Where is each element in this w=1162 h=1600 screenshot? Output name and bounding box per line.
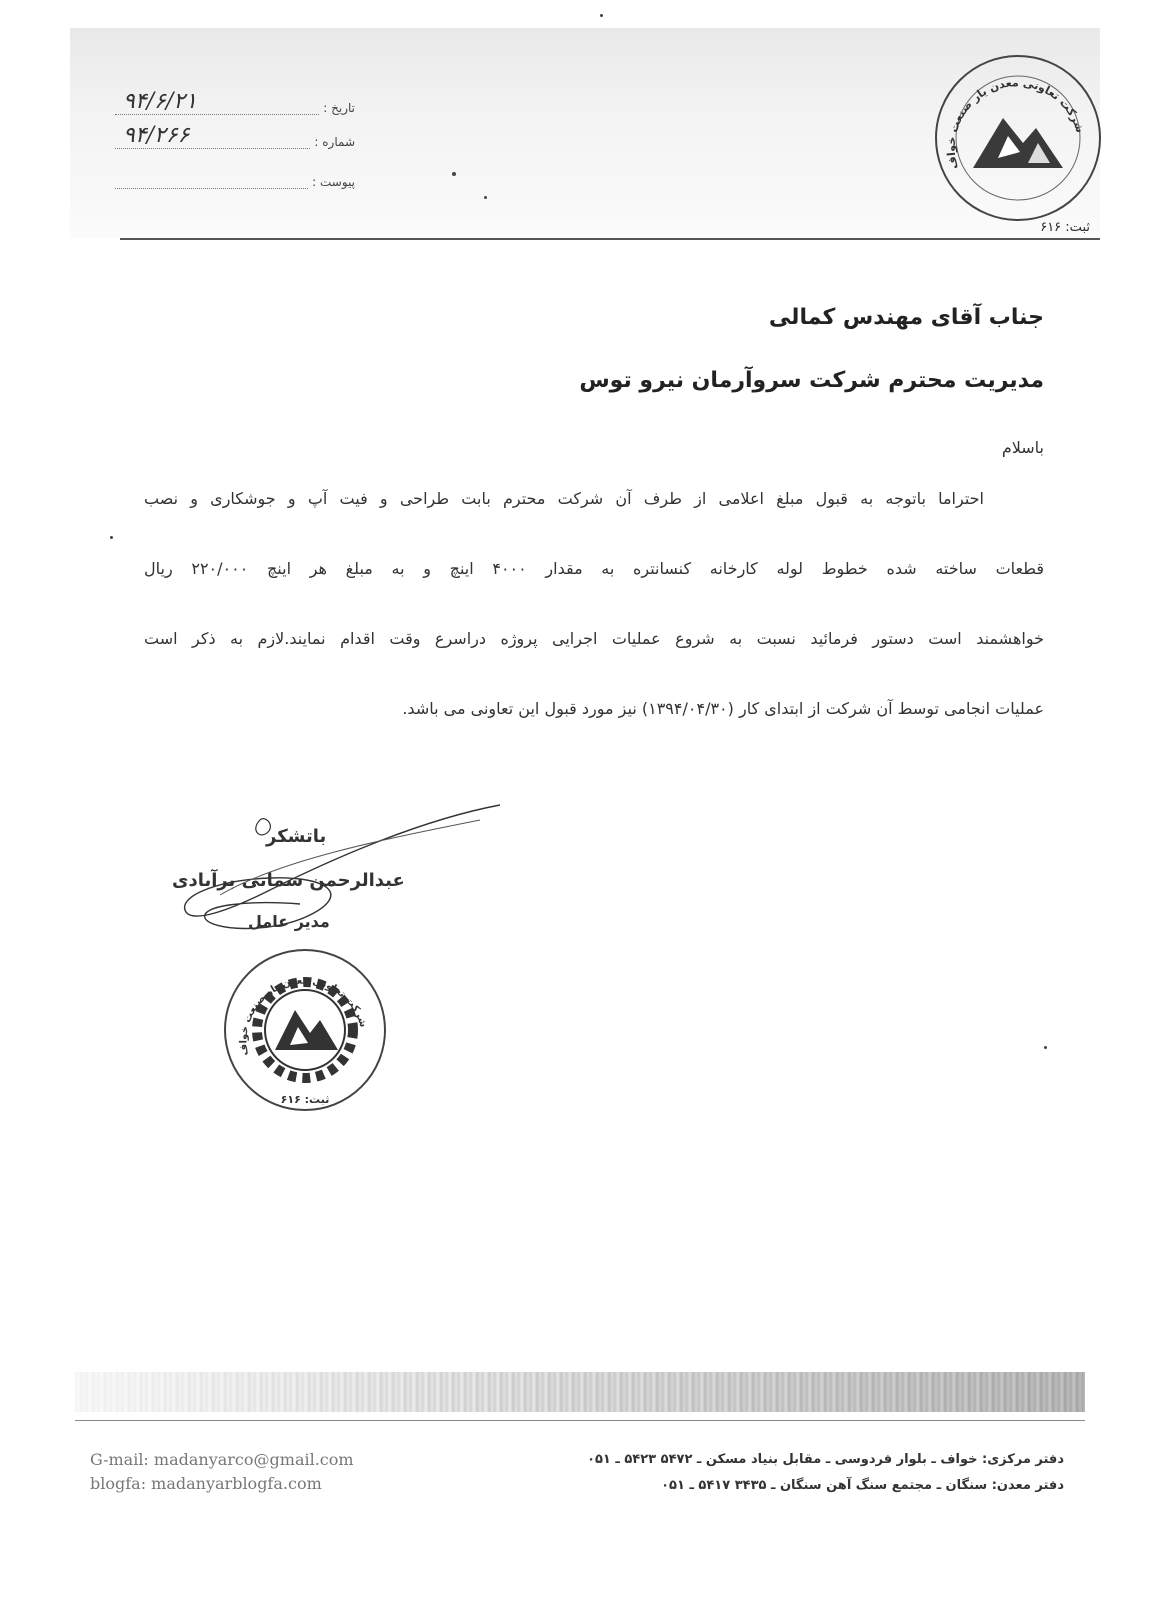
meta-number-label: شماره : — [314, 135, 355, 149]
contact-blog: blogfa: madanyarblogfa.com — [90, 1474, 322, 1493]
meta-number — [115, 123, 355, 149]
handwritten-signature-icon — [160, 800, 520, 950]
letter-body — [144, 488, 1044, 768]
signatory-title: مدیر عامل — [248, 912, 330, 931]
meta-attachment-label: پیوست : — [312, 175, 355, 189]
address-central-office: دفتر مرکزی: خواف ـ بلوار فردوسی ـ مقابل بنیاد مسکن ـ ۵۴۷۲ ۵۴۲۳ ـ ۰۵۱ — [587, 1452, 1064, 1467]
meta-date-value: ۹۴/۶/۲۱ — [123, 89, 197, 114]
body-line: احتراما باتوجه به قبول مبلغ اعلامی از طرف آن شرکت محترم بابت طراحی و فیت آپ و جوشکاری و نصب — [144, 489, 984, 508]
meta-attachment — [115, 170, 355, 189]
greeting: باسلام — [1001, 438, 1044, 457]
body-line: عملیات انجامی توسط آن شرکت از ابتدای کار (۱۳۹۴/۰۴/۳۰) نیز مورد قبول این تعاونی می باشد. — [402, 699, 1044, 718]
company-stamp-icon — [220, 945, 390, 1115]
header-divider — [120, 238, 1100, 240]
body-line: خواهشمند است دستور فرمائید نسبت به شروع عملیات اجرایی پروژه دراسرع وقت اقدام نمایند.لازم به ذکر است — [144, 629, 1044, 648]
body-line: قطعات ساخته شده خطوط لوله کارخانه کنسانتره به مقدار ۴۰۰۰ اینچ و به مبلغ هر اینچ ۲۲۰/۰۰۰ ریال — [144, 559, 1045, 578]
company-logo-icon — [928, 48, 1108, 228]
logo-text: شرکت تعاونی معدن یار صنعت خواف — [944, 76, 1087, 171]
footer-divider — [75, 1420, 1085, 1421]
contact-email: G-mail: madanyarco@gmail.com — [90, 1450, 354, 1469]
scan-speck — [110, 536, 113, 539]
stamp-text: شرکت تعاونی معدن یار صنعت خواف — [238, 975, 369, 1057]
recipient-company: مدیریت محترم شرکت سروآرمان نیرو توس — [579, 368, 1044, 393]
address-mine-office: دفتر معدن: سنگان ـ مجتمع سنگ آهن سنگان ـ ۳۴۳۵ ۵۴۱۷ ـ ۰۵۱ — [661, 1478, 1064, 1493]
registration-number: ثبت: ۶۱۶ — [1040, 220, 1090, 235]
meta-number-value: ۹۴/۲۶۶ — [123, 123, 190, 148]
footer-decorative-bar — [75, 1372, 1085, 1412]
recipient-name: جناب آقای مهندس کمالی — [768, 305, 1044, 330]
scan-speck — [600, 14, 603, 17]
stamp-registration: ثبت: ۶۱۶ — [280, 1093, 330, 1106]
signatory-name: عبدالرحمن سمانی برآبادی — [172, 870, 405, 891]
scan-speck — [452, 172, 456, 176]
scan-speck — [484, 196, 487, 199]
signature-thanks: باتشکر — [266, 826, 327, 847]
meta-date — [115, 89, 355, 115]
scan-speck — [1044, 1046, 1047, 1049]
meta-date-label: تاریخ : — [323, 101, 355, 115]
